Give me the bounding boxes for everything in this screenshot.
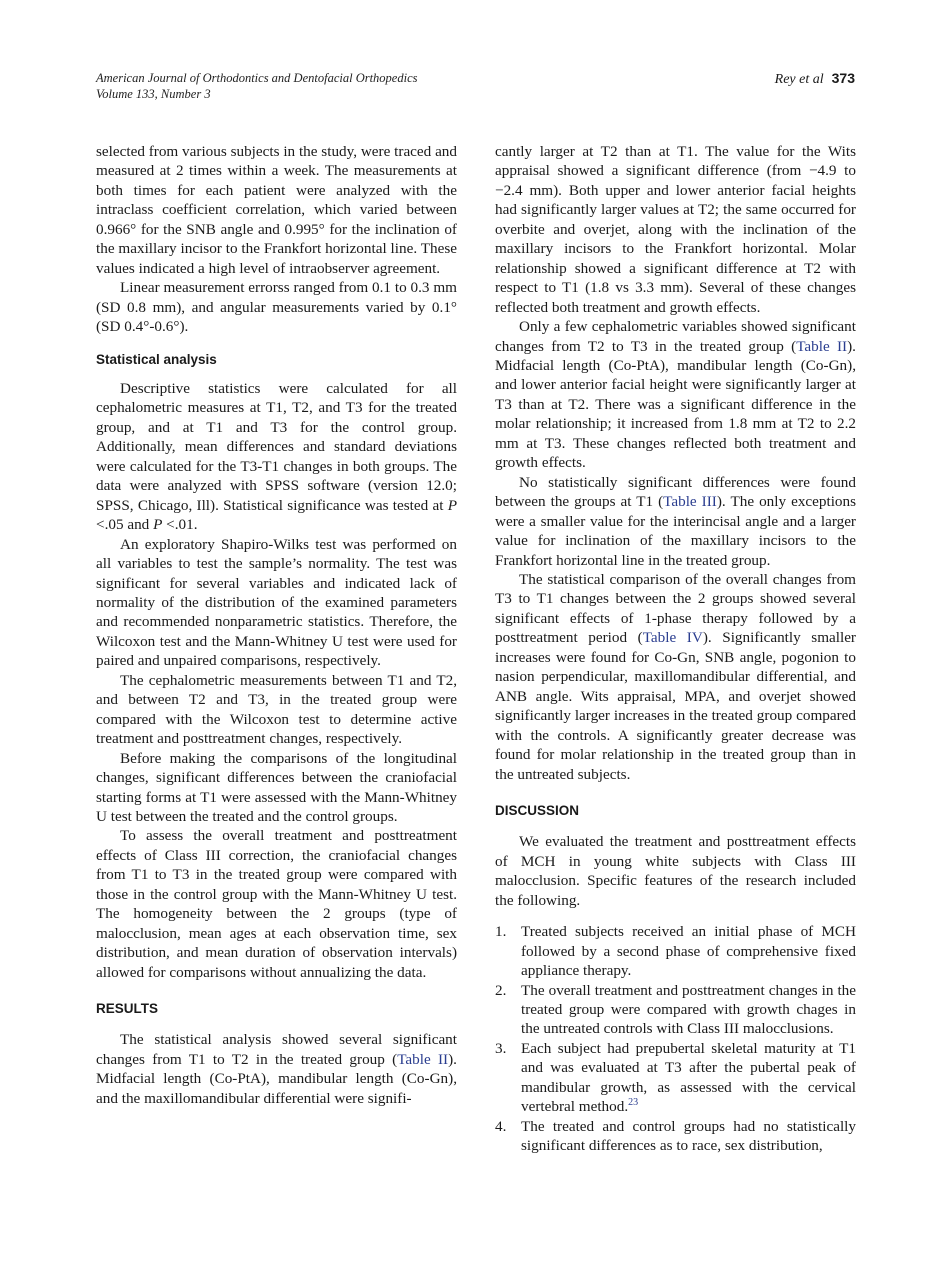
paragraph-text: <.05 and	[96, 516, 154, 534]
paragraph	[96, 379, 457, 535]
paragraph-text: <.01.	[162, 516, 198, 534]
paragraph: We evaluated the treatment and posttreatment effects of MCH in young white subjects with Class III malocclusion. Specific features of the research included the following.	[495, 833, 856, 909]
paragraph-text: ). The only exceptions were a smaller value for the interincisal angle and a larger value for inclination of the maxillary incisors to the Frankfort horizontal line in the treated group.	[495, 493, 857, 569]
author-running-head: Rey et al	[774, 72, 824, 87]
paragraph	[495, 317, 856, 473]
paragraph: To assess the overall treatment and posttreatment effects of Class III correction, the craniofacial changes from T1 to T3 in the treated group were compared with those in the control group with the Mann-Whitney U test. The homogeneity between the 2 groups (type of malocclusion, mean ages at each observation time, sex distribution, and mean duration of observation intervals) allowed for comparisons without annualizing the data.	[96, 827, 457, 981]
paragraph-text: ). Midfacial length (Co-PtA), mandibular length (Co-Gn), and the maxillomandibular differential were signifi-	[96, 1050, 457, 1107]
page-header	[96, 70, 855, 110]
list-item	[495, 981, 856, 1039]
reference-superscript[interactable]: 23	[628, 1097, 639, 1109]
paragraph: selected from various subjects in the study, were traced and measured at 2 times within a week. The measurements at both times for each patient were analyzed with the intraclass coefficient correlation, which varied between 0.966° for the SNB angle and 0.995° for the inclination of the maxillary incisor to the Frankfort horizontal line. These values indicated a high level of intraobserver agreement.	[96, 143, 457, 277]
list-item-text: Each subject had prepubertal skeletal maturity at T1 and was evaluated at T3 after the pubertal peak of mandibular growth, as assessed with the cervical vertebral method.	[521, 1039, 856, 1116]
numbered-list	[495, 922, 856, 1155]
list-number: 1.	[495, 923, 507, 941]
paragraph	[96, 1030, 457, 1108]
paragraph-text: The statistical comparison of the overall changes from T3 to T1 changes between the 2 groups showed several significant effects of 1-phase therapy followed by a posttreatment period (	[495, 570, 856, 647]
table-link[interactable]: Table IV	[642, 629, 703, 647]
list-item	[495, 1117, 856, 1156]
list-item-text: The overall treatment and posttreatment changes in the treated group were compared with growth chages in the untreated controls with Class III malocclusions.	[521, 981, 856, 1038]
left-column	[96, 142, 457, 1108]
paragraph: cantly larger at T2 than at T1. The value for the Wits appraisal showed a significant difference (from −4.9 to −2.4 mm). Both upper and lower anterior facial heights had significantly larger values at T2; the same occurred for overbite and overjet, along with the inclination of the maxillary incisors to the Frankfort horizontal. Molar relationship showed a significant difference at T2 with respect to T1 (1.8 vs 3.3 mm). Several of these changes reflected both treatment and growth effects.	[495, 143, 856, 316]
paragraph: Before making the comparisons of the longitudinal changes, significant differences between the craniofacial starting forms at T1 were assessed with the Mann-Whitney U test between the treated and the control groups.	[96, 749, 457, 825]
journal-name	[96, 70, 855, 102]
list-number: 4.	[495, 1117, 507, 1135]
list-number: 3.	[495, 1039, 507, 1057]
table-link[interactable]: Table II	[397, 1050, 449, 1068]
paragraph-text: ). Significantly smaller increases were found for Co-Gn, SNB angle, pogonion to nasion perpendicular, maxillomandibular differential, and ANB angle. Wits appraisal, MPA, and overjet showed significantly larger increases in the treated group compared with the controls. A significantly greater decrease was found for molar relationship in the treated group than in the untreated subjects.	[495, 629, 856, 783]
list-item	[495, 922, 856, 980]
paragraph-text: No statistically significant differences were found between the groups at T1 (	[495, 473, 856, 511]
paragraph-text: ). Midfacial length (Co-PtA), mandibular length (Co-Gn), and lower anterior facial height were significantly larger at T3 than at T2. There was a significant difference in the molar relationship; it increased from 1.8 mm at T2 to 2.2 mm at T3. These changes reflected both treatment and growth effects.	[495, 337, 856, 472]
paragraph	[495, 570, 856, 784]
table-link[interactable]: Table III	[663, 493, 717, 511]
running-head	[775, 70, 855, 88]
paragraph: An exploratory Shapiro-Wilks test was performed on all variables to test the sample’s normality. The test was significant for several variables and indicated lack of normality of the distribution of the examined parameters and recommended nonparametric statistics. Therefore, the Wilcoxon test and the Mann-Whitney U test were used for paired and unpaired comparisons, respectively.	[96, 535, 457, 670]
table-link[interactable]: Table II	[796, 337, 848, 355]
page-number: 373	[831, 70, 855, 86]
paragraph-text: Descriptive statistics were calculated for all cephalometric measures at T1, T2, and T3 for the treated group, and at T1 and T3 for the control group. Additionally, mean differences and standard deviations were calculated for the T3-T1 changes in both groups. The data were analyzed with SPSS software (version 12.0; SPSS, Chicago, Ill). Statistical significance was tested at	[96, 379, 457, 514]
list-number: 2.	[495, 981, 507, 999]
paragraph-text: Only a few cephalometric variables showed significant changes from T2 to T3 in the treated group (	[495, 318, 856, 355]
paragraph-text: The statistical analysis showed several significant changes from T1 to T2 in the treated group (	[96, 1031, 457, 1068]
list-item-text: Treated subjects received an initial phase of MCH followed by a second phase of comprehensive fixed appliance therapy.	[521, 923, 856, 980]
section-heading-statistical-analysis: Statistical analysis	[96, 351, 217, 367]
journal-volume: Volume 133, Number 3	[96, 87, 211, 101]
paragraph	[495, 473, 856, 570]
list-item	[495, 1039, 856, 1117]
p-symbol: P	[153, 516, 163, 534]
section-heading-results: RESULTS	[96, 1001, 159, 1017]
paragraph: Linear measurement errorss ranged from 0.1 to 0.3 mm (SD 0.8 mm), and angular measurements varied by 0.1° (SD 0.4°-0.6°).	[96, 279, 457, 336]
paragraph: The cephalometric measurements between T1 and T2, and between T2 and T3, in the treated group were compared with the Wilcoxon test to determine active treatment and posttreatment changes, respectively.	[96, 671, 457, 748]
right-column	[495, 142, 856, 1156]
section-heading-discussion: DISCUSSION	[495, 802, 580, 818]
p-symbol: P	[447, 496, 457, 514]
list-item-text: The treated and control groups had no statistically significant differences as to race, sex distribution,	[521, 1117, 856, 1155]
journal-title: American Journal of Orthodontics and Dentofacial Orthopedics	[96, 71, 418, 85]
